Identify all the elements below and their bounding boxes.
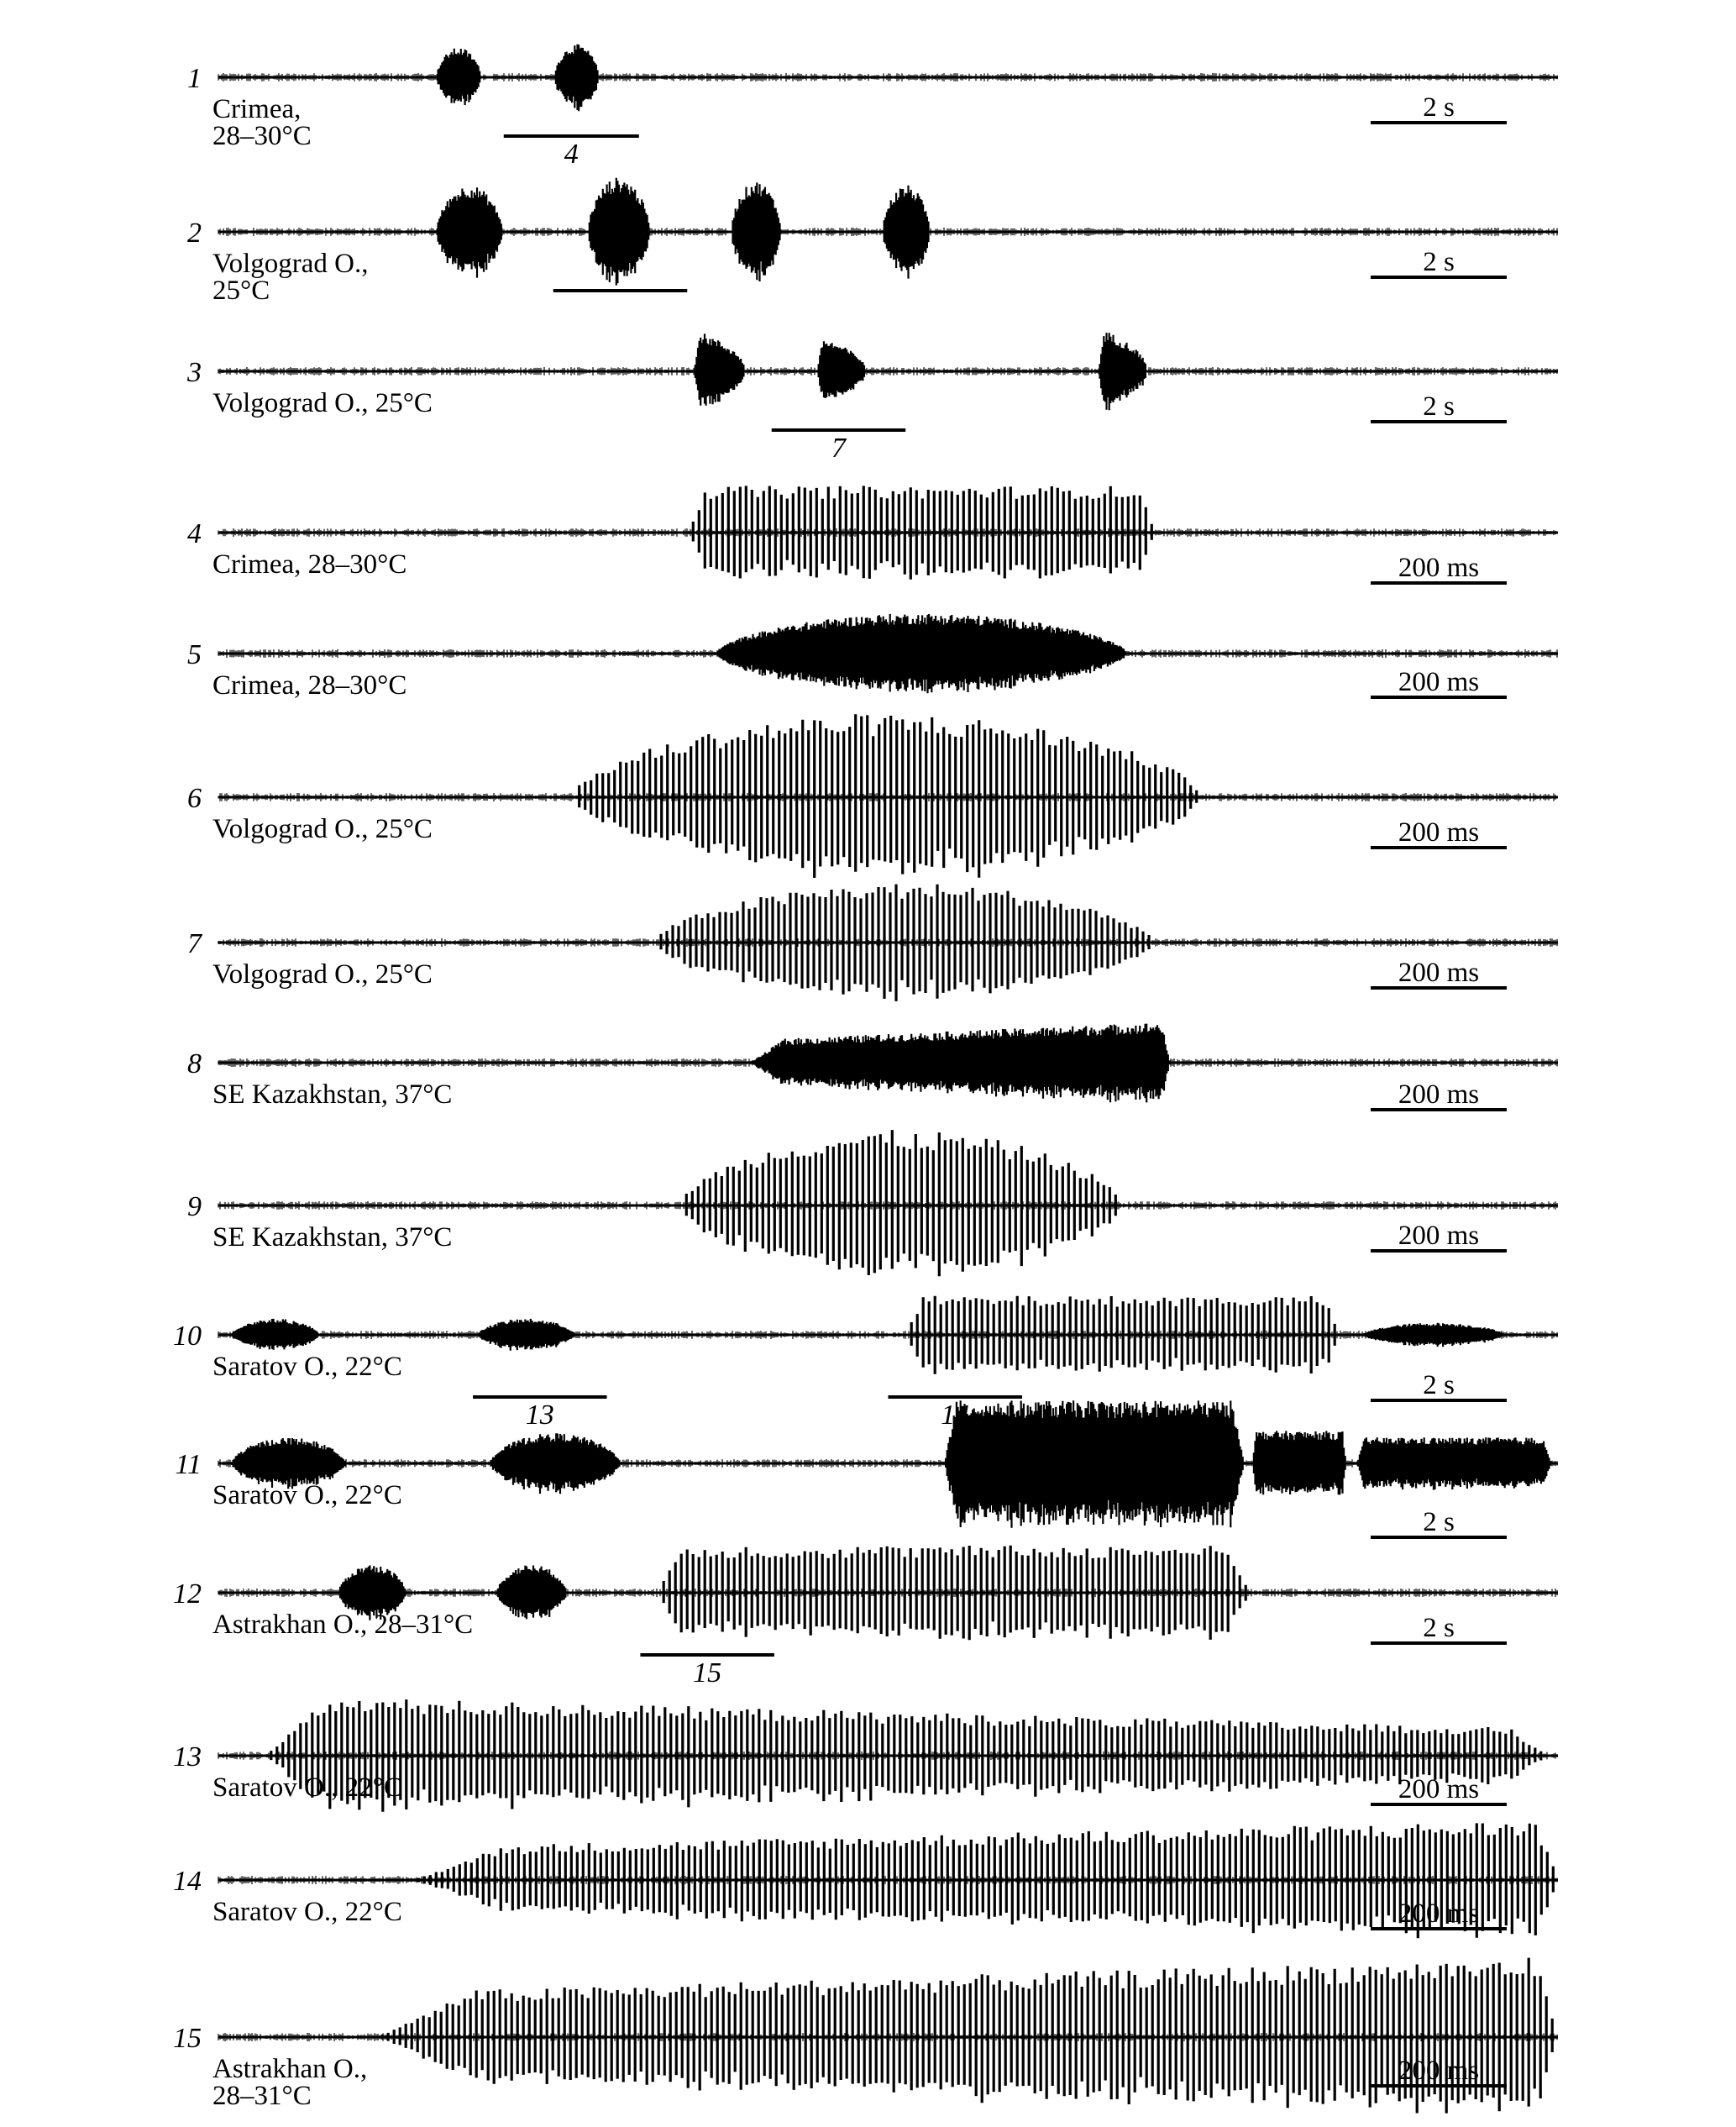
oscillogram-traces (173, 45, 1558, 2114)
pulse-burst (945, 1400, 1245, 1528)
pulse-burst (658, 1546, 1246, 1640)
trace-location-label: Crimea, 28–30°C (212, 670, 407, 701)
trace-location-label: Volgograd O., (212, 249, 369, 279)
pulse-burst (412, 1823, 1553, 1938)
pulse-burst (817, 341, 864, 398)
scale-bar-label: 200 ms (1398, 1079, 1480, 1110)
trace-5 (187, 614, 1558, 701)
pulse-burst (574, 714, 1197, 878)
pulse-burst (883, 186, 928, 279)
trace-13 (173, 1699, 1558, 1812)
trace-11 (176, 1400, 1558, 1537)
scale-bar-label: 200 ms (1398, 2056, 1480, 2086)
trace-number: 10 (173, 1321, 202, 1352)
trace-12 (173, 1546, 1558, 1688)
trace-6 (187, 714, 1558, 878)
scale-bar-label: 2 s (1423, 1613, 1455, 1643)
scale-bar-label: 200 ms (1398, 1899, 1480, 1929)
trace-number: 13 (173, 1741, 202, 1772)
pulse-burst (497, 1566, 566, 1620)
trace-number: 5 (187, 639, 202, 670)
scale-bar-label: 2 s (1423, 247, 1455, 277)
trace-number: 7 (187, 928, 202, 959)
trace-location-label: 25°C (212, 276, 270, 306)
trace-location-label: Volgograd O., 25°C (212, 388, 433, 418)
excerpt-marker-label: 7 (831, 433, 846, 464)
pulse-burst (232, 1319, 318, 1350)
trace-location-label: Volgograd O., 25°C (212, 959, 433, 990)
excerpt-marker-label: 13 (525, 1400, 554, 1431)
trace-location-label: Crimea, 28–30°C (212, 549, 407, 580)
pulse-burst (376, 1958, 1552, 2114)
trace-location-label: Crimea, (212, 94, 302, 124)
trace-7 (187, 885, 1558, 1001)
trace-number: 9 (187, 1191, 202, 1222)
scale-bar-label: 200 ms (1398, 958, 1480, 988)
pulse-burst (732, 182, 780, 281)
trace-10 (173, 1296, 1558, 1431)
trace-number: 4 (187, 518, 202, 549)
pulse-burst (554, 45, 597, 112)
pulse-burst (588, 178, 648, 286)
trace-location-label: Saratov O., 22°C (212, 1897, 402, 1927)
trace-location-label: Astrakhan O., 28–31°C (212, 1610, 474, 1640)
trace-number: 8 (187, 1048, 202, 1079)
pulse-burst (1252, 1431, 1345, 1494)
trace-location-label: Astrakhan O., (212, 2054, 368, 2084)
pulse-burst (680, 1130, 1115, 1276)
pulse-burst (694, 333, 743, 405)
trace-location-label: Volgograd O., 25°C (212, 814, 433, 844)
trace-number: 14 (173, 1866, 202, 1897)
pulse-burst (905, 1296, 1340, 1374)
trace-location-label: Saratov O., 22°C (212, 1480, 402, 1510)
pulse-burst (437, 187, 501, 277)
trace-2 (187, 178, 1558, 306)
trace-number: 6 (187, 783, 202, 814)
trace-number: 11 (175, 1449, 202, 1480)
excerpt-marker-label: 14 (941, 1400, 970, 1431)
scale-bar-label: 2 s (1423, 1370, 1455, 1400)
trace-9 (187, 1130, 1558, 1276)
excerpt-marker-label: 4 (564, 139, 579, 170)
trace-1 (187, 45, 1558, 170)
trace-number: 2 (187, 218, 202, 249)
scale-bar-label: 2 s (1423, 92, 1455, 123)
scale-bar-label: 200 ms (1398, 553, 1480, 583)
trace-8 (187, 1024, 1558, 1110)
trace-location-label: 28–31°C (212, 2081, 312, 2111)
trace-location-label: Saratov O., 22°C (212, 1352, 402, 1382)
trace-3 (186, 333, 1558, 464)
scale-bar-label: 2 s (1423, 1507, 1455, 1537)
scale-bar-label: 200 ms (1398, 667, 1480, 697)
trace-4 (187, 486, 1558, 583)
pulse-burst (490, 1433, 620, 1494)
pulse-burst (750, 1024, 1169, 1103)
trace-number: 12 (173, 1578, 202, 1610)
pulse-burst (1357, 1437, 1550, 1490)
scale-bar-label: 200 ms (1398, 1774, 1480, 1804)
trace-14 (173, 1823, 1558, 1938)
trace-number: 3 (187, 357, 202, 388)
trace-location-label: SE Kazakhstan, 37°C (212, 1222, 453, 1253)
scale-bar-label: 200 ms (1398, 1221, 1480, 1251)
pulse-burst (1364, 1323, 1503, 1347)
trace-number: 1 (187, 63, 202, 94)
trace-location-label: Saratov O., 22°C (212, 1772, 402, 1803)
pulse-burst (1099, 333, 1146, 410)
trace-location-label: SE Kazakhstan, 37°C (212, 1079, 453, 1110)
trace-location-label: 28–30°C (212, 121, 312, 151)
pulse-burst (716, 614, 1126, 693)
pulse-burst (478, 1319, 574, 1351)
scale-bar-label: 200 ms (1398, 817, 1480, 848)
scale-bar-label: 2 s (1423, 391, 1455, 422)
pulse-burst (437, 49, 480, 105)
trace-number: 15 (173, 2023, 202, 2054)
excerpt-marker-label: 15 (693, 1657, 722, 1688)
trace-15 (173, 1958, 1558, 2114)
